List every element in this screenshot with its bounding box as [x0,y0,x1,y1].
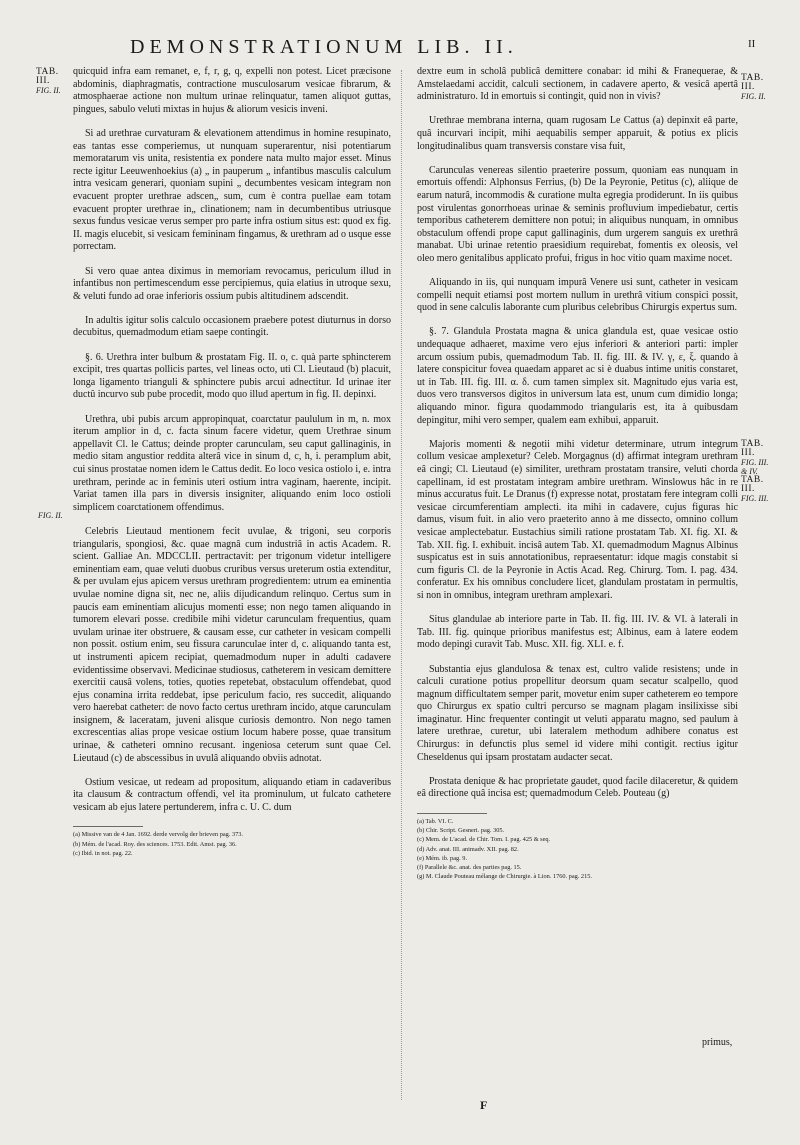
paragraph: Majoris momenti & negotii mihi videtur determinare, utrum integrum collum vesicae amplexetur? Celeb. Morgagnus (d) affirmat integram urethram eâ cingi; Cl. Lieutaud (e) similiter, urethram prostatam transire, veluti chorda capellinam, id est prostatam integram ambire urethram. Winslowus hâc in re minus accuratus fuit. Le Dranus (f) expresse notat, prostatam fere integram colli vesicae circumferentiam amplecti. ita mihi in cadavere, cujus figuras hic damus, visum fuit. in alio vero praeterito anno à me dissecto, omnino collum vesicae amplectebatur. Eustachius simili ratione prostatam Tab. XI. fig. XI. & Tab. XII. fig. I. exhibuit. incisâ autem Tab. XI. quemadmodum Magnus Albinus suspicatus est in suis annotationibus, repraesentatur: idque magis constabit si cum figuris Cl. de la Peyronie in Actis Acad. Reg. Chirurg. Tom. I. pag. 434. conferatur. Ex his omnibus concludere licet, glandulam prostatam in permultis, si non in omnibus, integram urethram amplexari. [417,438,738,601]
paragraph: Carunculas venereas silentio praeterire possum, quoniam eas nunquam in emortuis offendi: Alphonsus Ferrius, (b) De la Peyronie, Petitus (c), aliique de earum naturâ, incommodis & curatione multa egregia prodiderunt. In iis quibus post virulentas gonorrhoeas urinae & seminis profluvium impediebatur, certis temporibus catheterem demittere non potui; in aliquibus nunquam, in omnibus obstaculum offendi prope caput gallinaginis, dum urgerem sanguis ex urethrâ manabat. Ubi urinae retentio praesidium requirebat, fomentis ex oleosis, vel oleo mero genitalibus applicato profui, frigus in hoc vitio quam maxime nocet. [417,164,738,264]
paragraph: Substantia ejus glandulosa & tenax est, cultro valide resistens; unde in calculi curatione potius propellitur deorsum quam secatur scalpello, quod magnum difficultatem semper parit, movetur enim super catheterem eo tempore quo Chirurgus ex spatio cultri percurso se magnam plagam insilixisse sibi imaginatur. Hinc frequenter contingit ut veluti apparatu magno, sed paulum à latere urethrae, curetur, ubi lateralem methodum adhibere conatus est Chirurgus: in defunctis plus semel id videre mihi contigit. rectius igitur Cheseldenus qui ipsam prostatam audacter secat. [417,663,738,763]
page-number: II [748,38,756,50]
footnote-rule [73,826,143,827]
margin-tab-label: TAB. [741,73,764,83]
paragraph: Si ad urethrae curvaturam & elevationem attendimus in homine resupinato, eas tantas esse comperiemus, ut nunquam superarentur, nisi potentiarum memoratarum vis unita, resistentia ex pondere nata multo major esset. Minus recte igitur Leeuwenhoekius (a) „ in pauperum „ infantibus masculis calculum intra vesicam generari, quoniam supini „ decumbentes vesicam integram non evacuent propter urethrae adscen„ sum, cum è contra puellae eam totam evacuent propter urethrae in„ clinationem; nam in decumbentibus utriusque sexus fundus vesicae verus semper pro parte infra ostium situs est: quod ex fig. II. magis elucebit, si vesicam femininam fingamus, & urethram ad o usque esse porrectam. [73,127,391,253]
footnote: (c) Ibid. in not. pag. 22. [73,849,133,857]
margin-note-right-mid [741,440,768,503]
column-divider [401,70,402,1100]
margin-fig-label: FIG. III. [741,458,769,467]
running-header [0,36,800,60]
footnote: (f) Parallele &c. anat. des parties pag. 15. [417,864,522,872]
paragraph: In adultis igitur solis calculo occasionem praebere potest diuturnus in dorso decubitus, quemadmodum etiam saepe contingit. [73,314,391,339]
footnote: (c) Mem. de L'acad. de Chir. Tom. I. pag. 425 & seq. [417,836,551,844]
margin-tab-label: TAB. [741,475,764,485]
catchword: primus, [702,1037,733,1048]
margin-tab-number: III. [741,484,755,494]
footnote: (d) Adv. anat. III. animadv. XII. pag. 82. [417,845,519,853]
margin-note-left-mid [38,511,63,520]
margin-fig-label: & IV. [741,467,758,476]
right-footnotes [417,817,738,882]
section-paragraph: §. 6. Urethra inter bulbum & prostatam Fig. II. o, c. quà parte sphincterem excipit, tres quartas pollicis partes, vel lineas octo, uti Cl. Lieutaud (b) placuit, longa ligamento trianguli & sphinctere pubis arcui adnectitur. Id urinae iter ductû incurvo sub pube procedit, modo quo illud apertum in fig. II. depinxi. [73,351,391,401]
margin-fig-label: FIG. III. [741,494,769,503]
paragraph: Si vero quae antea diximus in memoriam revocamus, periculum illud in infantibus non pertimescendum esse percipiemus, quia elatius in utroque sexu, & veluti fundo ad orae inferioris ossium pubis altitudinem adscendit. [73,265,391,302]
footnote: (b) Chir. Script. Gesneri. pag. 305. [417,826,505,834]
footnote: (b) Mém. de l'acad. Roy. des sciences. 1753. Edit. Amst. pag. 36. [73,840,237,848]
margin-tab-label: TAB. [741,439,764,449]
paragraph: Celebris Lieutaud mentionem fecit uvulae, & trigoni, seu corporis triangularis, spongiosi, &c. quae magnâ cum industriâ in actis Academ. R. scient. Galliae An. MDCCLII. pertractavit: per trigonum videtur intelligere eminentiam eam, quae veluti duobus cruribus versus ureterum ostia extenditur, & per uvulam ejus apicem versus urethram progredientem: utrum ea eminentia uvulae nomine digna sit, nec ne, aliis dijudicandum relinquo. Certus sum in paucis eam eminentiam alicujus momenti esse; non nego tamen aliquando in tumorem elevari posse. credibile mihi videtur carunculam frequentius, quam uvulam urinae iter obstruere, & causam esse, cur catheter in vesicam compelli non possit. ostium enim, seu fissura carunculae inter d, c. aliquando tanta est, ut instrumenti apicem recipiat, quemadmodum nuper in adulti cadavere evidentissime observavi. Medicinae studiosus, catheterem in vesicam demittere exercitii causâ volens, toties, quoties repetebat, obstaculum offendebat, quod ejus conamina irrita reddebat, ipse periculum facio, res succedit, aliquando vero haerebat catheter: de novo facto certus urethram incido, atque carunculam insignem, & laceratam, juveni alisque curiosis demontro. Non nego tamen excrescentias alias prope vesicae ostium locum habere posse, quae transitum urinae, & catheteri omnino recusant. ingeniosa ceterum sunt quae Cel. Lieutaud (c) de abscessibus in uvulâ aliquando obviis adnotat. [73,525,391,764]
section-paragraph: §. 7. Glandula Prostata magna & unica glandula est, quae vesicae ostio undequaque adhaeret, maxime vero ejus inferiori & anteriori parti: impler arcum ossium pubis, quemadmodum Tab. II. fig. III. & IV. γ, ε, ξ. quando à latere conspicitur fovea quaedam apparet ac si è duabus intime unitis constaret, ut in Tab. III. fig. III. α. δ. cum tamen simplex sit. Magnitudo ejus varia est, duos vero transversos digitos in universum lata est, unum cum dimidio longa; aliquando minor. figura quodammodo triangularis est, ita à quibusdam depingitur, mihi vero semper, qualem eam exhibui, apparuit. [417,326,738,426]
margin-fig-label: FIG. II. [741,92,766,101]
margin-note-right-top [741,74,766,101]
paragraph: Urethrae membrana interna, quam rugosam Le Cattus (a) depinxit eâ parte, quâ incurvari incipit, mihi aequabilis semper apparuit, & potius ex plicis longitudinalibus quam transversis constare visa fuit, [417,115,738,152]
footnote-rule [417,813,487,814]
margin-tab-number: III. [741,448,755,458]
margin-tab-number: III. [741,82,755,92]
paragraph: Ostium vesicae, ut redeam ad propositum, aliquando etiam in cadaveribus ita clausum & contractum offendi, vel ita prominulum, ut fulcato cathetere vesicam ab ejus latere pertunderem, infra c. U. C. dum [73,776,391,814]
page-title: DEMONSTRATIONUM LIB. II. [130,36,518,58]
footnote: (g) M. Claude Pouteau mélange de Chirurgie. à Lion. 1760. pag. 215. [417,873,592,881]
margin-fig-label: FIG. II. [36,86,61,95]
left-text-column [73,66,391,858]
paragraph: Prostata denique & hac proprietate gaudet, quod facile dilaceretur, & quidem eâ directione quâ incisa est; quemadmodum Celeb. Pouteau (g) [417,775,738,800]
footnote: (a) Tab. VI. C. [417,817,454,825]
paragraph: quicquid infra eam remanet, e, f, r, g, q, expelli non potest. Licet præcisone abdominis, diaphragmatis, contractione musculosarum vesicae fibrarum, & atmosphaerae actione non multum urinae relinquatur, tamen aliquot guttas, pingues, sabulo veluti mixtas in hujus & aliorum vesicis inveni. [73,66,391,115]
signature-mark: F [480,1098,488,1112]
footnote: (e) Mém. ib. pag. 9. [417,854,468,862]
left-footnotes [73,830,391,858]
margin-note-left-top [36,68,61,95]
right-text-column [417,66,738,882]
paragraph: Situs glandulae ab interiore parte in Tab. II. fig. III. IV. & VI. à laterali in Tab. III. fig. quinque prioribus manifestus est; Albinus, eam à latere eodem modo depingi curavit Tab. Musc. XII. fig. XLI. e. f. [417,614,738,651]
paragraph: dextre eum in scholâ publicâ demittere conabar: id mihi & Franequerae, & Amstelaedami accidit, calculi sectionem, in cadavere aperto, & vesicâ apertâ administraturo. Id in emortuis si contingit, quid non in vivis? [417,66,738,103]
paragraph: Urethra, ubi pubis arcum appropinquat, coarctatur paululum in m, n. mox iterum amplior in d, c. facta sinum facere videtur, quem Urethrae sinum appellavit Cl. le Cattus; deinde propter carunculam, seu caput gallinaginis, in medio sitam angustior reddita alterâ vice in sinum d, c, h, i. peramplum abit, cui sinus prostatae nomen idem le Cattus dedit. Eo loco vesica ostiolo i, e. intra urethram, perinde ac in feminis uteri ostium intra vaginam, haerente, incipit. Variat tamen illa pars in diversis insigniter, aliquando enim loco ostioli simplicem coarctationem offendimus. [73,413,391,513]
margin-tab-number: III. [36,76,50,86]
footnote: (a) Missive van de 4 Jan. 1692. derde vervolg der brieven pag. 373. [73,831,243,839]
margin-fig-label: FIG. II. [38,511,63,520]
paragraph: Aliquando in iis, qui nunquam impurâ Venere usi sunt, catheter in vesicam compelli nequit etiamsi post mortem nullum in urethrâ vitium conspici possit, quod in sene calculis laborante cum pluribus celebribus Chirurgis expertus sum. [417,277,738,314]
margin-tab-label: TAB. [36,67,59,77]
